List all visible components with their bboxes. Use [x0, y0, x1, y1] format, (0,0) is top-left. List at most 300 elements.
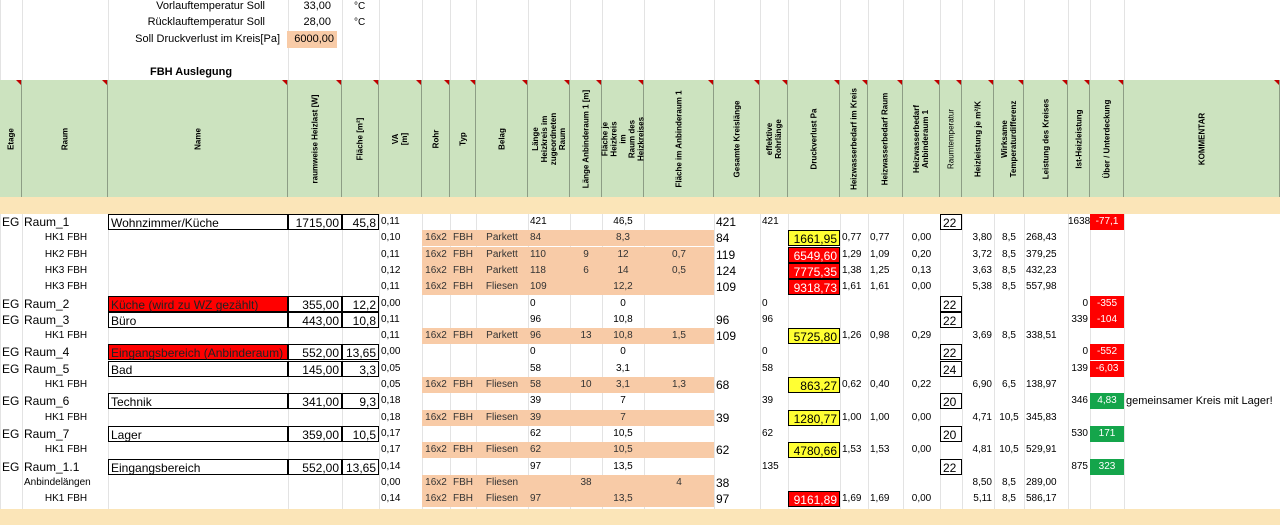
cell-fa[interactable] — [644, 410, 714, 426]
cell-gk[interactable]: 119 — [716, 248, 736, 262]
cell-ueber[interactable]: 171 — [1090, 426, 1124, 442]
header-typ[interactable] — [450, 80, 476, 197]
header-dv[interactable] — [788, 80, 840, 197]
cell-fh[interactable]: 10,8 — [613, 314, 633, 325]
cell-hwk[interactable]: 1,00 — [842, 412, 862, 423]
cell-hl[interactable]: 3,69 — [972, 330, 992, 341]
cell-flaeche[interactable] — [342, 475, 379, 491]
cell-flaeche[interactable] — [342, 442, 379, 458]
cell-raum[interactable]: Raum_2 — [24, 297, 70, 311]
cell-lk[interactable]: 529,91 — [1026, 444, 1057, 455]
cell-etage[interactable]: EG — [2, 460, 20, 474]
cell-lh[interactable]: 96 — [528, 328, 570, 344]
cell-rt[interactable] — [940, 247, 962, 263]
header-flaeche[interactable] — [342, 80, 379, 197]
cell-lh[interactable]: 62 — [530, 428, 542, 439]
cell-fh[interactable]: 0 — [620, 298, 626, 309]
cell-dv[interactable] — [788, 361, 840, 377]
cell-fh[interactable]: 8,3 — [602, 230, 644, 246]
cell-fh[interactable]: 14 — [602, 263, 644, 279]
cell-la[interactable] — [570, 230, 602, 246]
cell-raum[interactable]: HK1 FBH — [44, 379, 88, 390]
cell-heizlast[interactable]: 359,00 — [288, 426, 342, 442]
header-fa[interactable] — [644, 80, 714, 197]
cell-name[interactable] — [108, 263, 288, 279]
cell-ist[interactable]: 339 — [1071, 314, 1088, 325]
cell-rt[interactable] — [940, 328, 962, 344]
cell-etage[interactable] — [0, 263, 22, 279]
cell-raum[interactable]: Raum_5 — [24, 362, 70, 376]
cell-lk[interactable]: 432,23 — [1026, 265, 1057, 276]
cell-hwr[interactable]: 1,09 — [870, 249, 890, 260]
cell-raum[interactable]: HK3 FBH — [44, 265, 88, 276]
cell-fa[interactable] — [644, 393, 714, 409]
cell-ist[interactable] — [1068, 247, 1090, 263]
cell-eff[interactable]: 62 — [762, 428, 774, 439]
cell-hwa[interactable]: 0,29 — [911, 330, 932, 341]
cell-la[interactable] — [570, 296, 602, 312]
cell-typ[interactable]: FBH — [450, 230, 476, 246]
cell-hwr[interactable] — [868, 296, 903, 312]
param-druck-value[interactable]: 6000,00 — [287, 31, 337, 48]
cell-name[interactable] — [108, 279, 288, 295]
cell-eff[interactable]: 96 — [762, 314, 774, 325]
comment-indicator-icon[interactable] — [102, 80, 107, 85]
comment-indicator-icon[interactable] — [444, 80, 449, 85]
cell-va[interactable]: 0,18 — [381, 412, 401, 423]
cell-ueber[interactable]: -355 — [1090, 296, 1124, 312]
cell-lh[interactable]: 110 — [528, 247, 570, 263]
cell-typ[interactable]: FBH — [450, 247, 476, 263]
comment-indicator-icon[interactable] — [596, 80, 601, 85]
cell-gk[interactable] — [714, 344, 760, 360]
cell-rt[interactable] — [940, 230, 962, 246]
cell-ueber[interactable] — [1090, 263, 1124, 279]
cell-ueber[interactable] — [1090, 328, 1124, 344]
cell-lh[interactable]: 39 — [528, 410, 570, 426]
cell-hwa[interactable]: 0,00 — [911, 444, 932, 455]
cell-heizlast[interactable] — [288, 230, 342, 246]
cell-fh[interactable] — [602, 475, 644, 491]
cell-va[interactable]: 0,00 — [381, 298, 401, 309]
cell-hwa[interactable]: 0,13 — [911, 265, 932, 276]
cell-gk[interactable]: 124 — [716, 264, 737, 278]
cell-lh[interactable]: 0 — [530, 346, 536, 357]
cell-rohr[interactable]: 16x2 — [422, 230, 450, 246]
comment-indicator-icon[interactable] — [416, 80, 421, 85]
header-va[interactable] — [379, 80, 422, 197]
cell-flaeche[interactable] — [342, 491, 379, 507]
cell-gk[interactable]: 421 — [716, 215, 737, 229]
comment-indicator-icon[interactable] — [638, 80, 643, 85]
cell-hl[interactable] — [962, 426, 994, 442]
cell-gk[interactable]: 62 — [716, 443, 730, 457]
cell-gk[interactable]: 39 — [716, 411, 730, 425]
cell-gk[interactable] — [714, 361, 760, 377]
header-hwa[interactable] — [903, 80, 940, 197]
cell-hwa[interactable]: 0,00 — [911, 281, 932, 292]
cell-eff[interactable]: 58 — [762, 363, 774, 374]
header-rohr[interactable] — [422, 80, 450, 197]
cell-la[interactable] — [570, 214, 602, 230]
cell-va[interactable]: 0,14 — [381, 493, 401, 504]
cell-hl[interactable]: 8,50 — [972, 477, 992, 488]
cell-flaeche[interactable] — [342, 247, 379, 263]
cell-wt[interactable] — [994, 296, 1024, 312]
cell-dv[interactable] — [788, 426, 840, 442]
comment-indicator-icon[interactable] — [956, 80, 961, 85]
cell-kom[interactable] — [1124, 263, 1280, 279]
cell-rt[interactable]: 22 — [940, 344, 962, 360]
cell-fh[interactable]: 0 — [620, 346, 626, 357]
cell-belag[interactable] — [476, 344, 528, 360]
cell-wt[interactable] — [994, 393, 1024, 409]
cell-flaeche[interactable]: 10,8 — [342, 312, 379, 328]
cell-etage[interactable]: EG — [2, 427, 20, 441]
cell-va[interactable]: 0,14 — [381, 461, 401, 472]
cell-etage[interactable] — [0, 247, 22, 263]
cell-heizlast[interactable] — [288, 475, 342, 491]
cell-raum[interactable]: HK1 FBH — [44, 412, 88, 423]
cell-typ[interactable] — [450, 426, 476, 442]
cell-name[interactable] — [108, 475, 288, 491]
cell-fh[interactable]: 3,1 — [616, 363, 630, 374]
cell-hwa[interactable] — [903, 214, 940, 230]
comment-indicator-icon[interactable] — [564, 80, 569, 85]
cell-ist[interactable] — [1068, 328, 1090, 344]
cell-lk[interactable] — [1024, 426, 1068, 442]
cell-kom[interactable] — [1124, 361, 1280, 377]
cell-hl[interactable] — [962, 459, 994, 475]
cell-etage[interactable] — [0, 442, 22, 458]
header-raum[interactable] — [22, 80, 108, 197]
cell-typ[interactable] — [450, 393, 476, 409]
cell-ueber[interactable]: -6,03 — [1090, 361, 1124, 377]
cell-belag[interactable] — [476, 459, 528, 475]
cell-hwa[interactable]: 0,00 — [911, 412, 932, 423]
cell-gk[interactable] — [714, 393, 760, 409]
cell-flaeche[interactable] — [342, 230, 379, 246]
cell-fa[interactable]: 1,3 — [644, 377, 714, 393]
cell-wt[interactable]: 8,5 — [1002, 493, 1016, 504]
cell-hwa[interactable] — [903, 393, 940, 409]
cell-rohr[interactable] — [422, 393, 450, 409]
cell-flaeche[interactable]: 12,2 — [342, 296, 379, 312]
cell-typ[interactable]: FBH — [450, 475, 476, 491]
header-ueber[interactable] — [1090, 80, 1124, 197]
cell-lk[interactable] — [1024, 312, 1068, 328]
cell-heizlast[interactable] — [288, 377, 342, 393]
cell-la[interactable] — [570, 393, 602, 409]
cell-hl[interactable] — [962, 344, 994, 360]
cell-flaeche[interactable]: 10,5 — [342, 426, 379, 442]
cell-ueber[interactable]: -77,1 — [1090, 214, 1124, 230]
cell-hwk[interactable] — [840, 344, 868, 360]
cell-hwr[interactable] — [868, 344, 903, 360]
cell-kom[interactable] — [1124, 442, 1280, 458]
cell-kom[interactable] — [1124, 459, 1280, 475]
header-hwr[interactable] — [868, 80, 903, 197]
cell-flaeche[interactable] — [342, 410, 379, 426]
header-hl[interactable] — [962, 80, 994, 197]
cell-heizlast[interactable] — [288, 410, 342, 426]
cell-hl[interactable]: 3,72 — [972, 249, 992, 260]
cell-belag[interactable]: Parkett — [476, 247, 528, 263]
comment-indicator-icon[interactable] — [522, 80, 527, 85]
cell-raum[interactable]: HK1 FBH — [44, 444, 88, 455]
cell-la[interactable] — [570, 426, 602, 442]
cell-ist[interactable]: 0 — [1082, 298, 1088, 309]
header-gk[interactable] — [714, 80, 760, 197]
cell-lk[interactable] — [1024, 459, 1068, 475]
cell-heizlast[interactable]: 145,00 — [288, 361, 342, 377]
cell-fa[interactable] — [644, 442, 714, 458]
cell-kom[interactable] — [1124, 377, 1280, 393]
cell-hl[interactable]: 4,81 — [972, 444, 992, 455]
cell-heizlast[interactable]: 552,00 — [288, 459, 342, 475]
cell-lh[interactable]: 96 — [530, 314, 542, 325]
cell-la[interactable] — [570, 344, 602, 360]
cell-kom[interactable] — [1124, 247, 1280, 263]
cell-wt[interactable]: 8,5 — [1002, 477, 1016, 488]
cell-va[interactable]: 0,11 — [381, 314, 400, 325]
cell-fh[interactable]: 10,8 — [602, 328, 644, 344]
cell-fa[interactable] — [644, 426, 714, 442]
cell-rohr[interactable] — [422, 344, 450, 360]
header-wt[interactable] — [994, 80, 1024, 197]
cell-rohr[interactable]: 16x2 — [422, 279, 450, 295]
cell-lk[interactable] — [1024, 214, 1068, 230]
cell-name[interactable]: Eingangsbereich — [108, 459, 288, 475]
cell-rt[interactable]: 22 — [940, 459, 962, 475]
cell-ueber[interactable] — [1090, 230, 1124, 246]
cell-la[interactable]: 10 — [570, 377, 602, 393]
cell-ist[interactable]: 139 — [1071, 363, 1088, 374]
cell-eff[interactable] — [760, 247, 788, 263]
cell-rt[interactable]: 22 — [940, 214, 962, 230]
cell-rohr[interactable]: 16x2 — [422, 442, 450, 458]
cell-dv[interactable] — [788, 393, 840, 409]
cell-hwa[interactable] — [903, 361, 940, 377]
cell-la[interactable] — [570, 491, 602, 507]
header-ist[interactable] — [1068, 80, 1090, 197]
cell-lh[interactable] — [528, 475, 570, 491]
cell-belag[interactable]: Parkett — [476, 328, 528, 344]
cell-wt[interactable]: 10,5 — [999, 412, 1019, 423]
cell-typ[interactable]: FBH — [450, 410, 476, 426]
cell-heizlast[interactable] — [288, 491, 342, 507]
cell-name[interactable] — [108, 410, 288, 426]
cell-hwk[interactable] — [840, 296, 868, 312]
cell-belag[interactable]: Fliesen — [476, 442, 528, 458]
cell-etage[interactable]: EG — [2, 345, 20, 359]
cell-ist[interactable]: 875 — [1071, 461, 1088, 472]
cell-fa[interactable]: 4 — [644, 475, 714, 491]
cell-ueber[interactable] — [1090, 442, 1124, 458]
header-eff[interactable] — [760, 80, 788, 197]
header-hwk[interactable] — [840, 80, 868, 197]
cell-lh[interactable]: 0 — [530, 298, 536, 309]
cell-gk[interactable]: 68 — [716, 378, 730, 392]
cell-raum[interactable]: Raum_4 — [24, 345, 70, 359]
cell-kom[interactable] — [1124, 328, 1280, 344]
cell-va[interactable]: 0,05 — [381, 363, 401, 374]
cell-hwa[interactable] — [903, 312, 940, 328]
cell-wt[interactable]: 8,5 — [1002, 330, 1016, 341]
cell-va[interactable]: 0,00 — [381, 346, 401, 357]
cell-hwk[interactable] — [840, 361, 868, 377]
cell-name[interactable]: Bad — [108, 361, 288, 377]
cell-hwr[interactable]: 0,98 — [870, 330, 890, 341]
header-rt[interactable] — [940, 80, 962, 197]
cell-rohr[interactable]: 16x2 — [422, 475, 450, 491]
cell-ist[interactable] — [1068, 475, 1090, 491]
cell-ist[interactable] — [1068, 279, 1090, 295]
cell-la[interactable] — [570, 442, 602, 458]
comment-indicator-icon[interactable] — [754, 80, 759, 85]
cell-ist[interactable] — [1068, 491, 1090, 507]
cell-flaeche[interactable] — [342, 263, 379, 279]
cell-fh[interactable]: 12 — [602, 247, 644, 263]
cell-la[interactable] — [570, 459, 602, 475]
cell-eff[interactable] — [760, 279, 788, 295]
cell-la[interactable] — [570, 279, 602, 295]
cell-gk[interactable]: 84 — [716, 231, 730, 245]
cell-lk[interactable] — [1024, 361, 1068, 377]
comment-indicator-icon[interactable] — [934, 80, 939, 85]
cell-dv[interactable]: 4780,66 — [788, 442, 840, 458]
cell-typ[interactable]: FBH — [450, 491, 476, 507]
cell-wt[interactable] — [994, 361, 1024, 377]
cell-typ[interactable]: FBH — [450, 263, 476, 279]
cell-hwa[interactable] — [903, 344, 940, 360]
cell-gk[interactable]: 38 — [716, 476, 730, 490]
cell-fa[interactable]: 0,7 — [644, 247, 714, 263]
comment-indicator-icon[interactable] — [1018, 80, 1023, 85]
cell-kom[interactable] — [1124, 296, 1280, 312]
cell-raum[interactable]: HK1 FBH — [44, 493, 88, 504]
cell-va[interactable]: 0,11 — [381, 330, 400, 341]
cell-fa[interactable]: 0,5 — [644, 263, 714, 279]
cell-hwk[interactable]: 1,38 — [842, 265, 862, 276]
comment-indicator-icon[interactable] — [336, 80, 341, 85]
cell-wt[interactable]: 8,5 — [1002, 232, 1016, 243]
cell-belag[interactable] — [476, 312, 528, 328]
cell-heizlast[interactable] — [288, 328, 342, 344]
cell-hl[interactable] — [962, 296, 994, 312]
cell-etage[interactable] — [0, 230, 22, 246]
cell-etage[interactable] — [0, 475, 22, 491]
cell-hwr[interactable] — [868, 393, 903, 409]
cell-fh[interactable]: 46,5 — [613, 216, 633, 227]
cell-hwk[interactable] — [840, 426, 868, 442]
header-name[interactable] — [108, 80, 288, 197]
cell-wt[interactable]: 10,5 — [999, 444, 1019, 455]
cell-eff[interactable] — [760, 475, 788, 491]
cell-etage[interactable] — [0, 491, 22, 507]
cell-raum[interactable]: Raum_1.1 — [24, 460, 80, 474]
cell-rt[interactable] — [940, 475, 962, 491]
cell-lk[interactable]: 557,98 — [1026, 281, 1057, 292]
cell-heizlast[interactable]: 443,00 — [288, 312, 342, 328]
cell-typ[interactable] — [450, 459, 476, 475]
cell-hwr[interactable]: 0,77 — [870, 232, 890, 243]
cell-raum[interactable]: Raum_6 — [24, 394, 70, 408]
cell-fa[interactable] — [644, 312, 714, 328]
cell-ueber[interactable]: 323 — [1090, 459, 1124, 475]
cell-rohr[interactable] — [422, 214, 450, 230]
comment-indicator-icon[interactable] — [834, 80, 839, 85]
cell-hl[interactable]: 3,80 — [972, 232, 992, 243]
cell-wt[interactable] — [994, 459, 1024, 475]
cell-belag[interactable]: Fliesen — [476, 377, 528, 393]
comment-indicator-icon[interactable] — [1118, 80, 1123, 85]
cell-flaeche[interactable]: 9,3 — [342, 393, 379, 409]
cell-rohr[interactable] — [422, 296, 450, 312]
comment-indicator-icon[interactable] — [862, 80, 867, 85]
cell-kom[interactable]: gemeinsamer Kreis mit Lager! — [1126, 395, 1273, 407]
header-fh[interactable] — [602, 80, 644, 197]
cell-lh[interactable]: 109 — [528, 279, 570, 295]
cell-gk[interactable] — [714, 459, 760, 475]
cell-rt[interactable] — [940, 442, 962, 458]
cell-wt[interactable]: 6,5 — [1002, 379, 1016, 390]
cell-fa[interactable] — [644, 230, 714, 246]
header-belag[interactable] — [476, 80, 528, 197]
cell-gk[interactable]: 109 — [716, 280, 737, 294]
cell-dv[interactable] — [788, 459, 840, 475]
cell-etage[interactable] — [0, 410, 22, 426]
header-heizlast[interactable] — [288, 80, 342, 197]
cell-lk[interactable]: 345,83 — [1026, 412, 1057, 423]
cell-etage[interactable] — [0, 279, 22, 295]
cell-etage[interactable] — [0, 377, 22, 393]
cell-gk[interactable]: 97 — [716, 492, 730, 506]
comment-indicator-icon[interactable] — [16, 80, 21, 85]
cell-ist[interactable]: 0 — [1082, 346, 1088, 357]
cell-typ[interactable]: FBH — [450, 377, 476, 393]
cell-flaeche[interactable] — [342, 279, 379, 295]
cell-fh[interactable]: 3,1 — [602, 377, 644, 393]
cell-dv[interactable] — [788, 475, 840, 491]
cell-va[interactable]: 0,12 — [381, 265, 401, 276]
cell-etage[interactable]: EG — [2, 362, 20, 376]
cell-lk[interactable] — [1024, 344, 1068, 360]
cell-raum[interactable]: HK3 FBH — [44, 281, 88, 292]
cell-hwk[interactable] — [840, 459, 868, 475]
cell-typ[interactable]: FBH — [450, 442, 476, 458]
cell-eff[interactable]: 0 — [762, 298, 768, 309]
cell-rt[interactable]: 20 — [940, 426, 962, 442]
cell-hwa[interactable] — [903, 459, 940, 475]
cell-rt[interactable] — [940, 410, 962, 426]
cell-ueber[interactable] — [1090, 279, 1124, 295]
cell-hl[interactable]: 4,71 — [972, 412, 992, 423]
comment-indicator-icon[interactable] — [897, 80, 902, 85]
cell-gk[interactable]: 96 — [716, 313, 730, 327]
cell-etage[interactable]: EG — [2, 297, 20, 311]
cell-name[interactable] — [108, 377, 288, 393]
cell-va[interactable]: 0,05 — [381, 379, 401, 390]
cell-rohr[interactable]: 16x2 — [422, 491, 450, 507]
cell-ueber[interactable] — [1090, 410, 1124, 426]
cell-name[interactable]: Büro — [108, 312, 288, 328]
cell-rt[interactable] — [940, 491, 962, 507]
cell-fh[interactable]: 7 — [602, 410, 644, 426]
cell-lh[interactable]: 97 — [528, 491, 570, 507]
cell-fa[interactable] — [644, 344, 714, 360]
cell-typ[interactable] — [450, 296, 476, 312]
